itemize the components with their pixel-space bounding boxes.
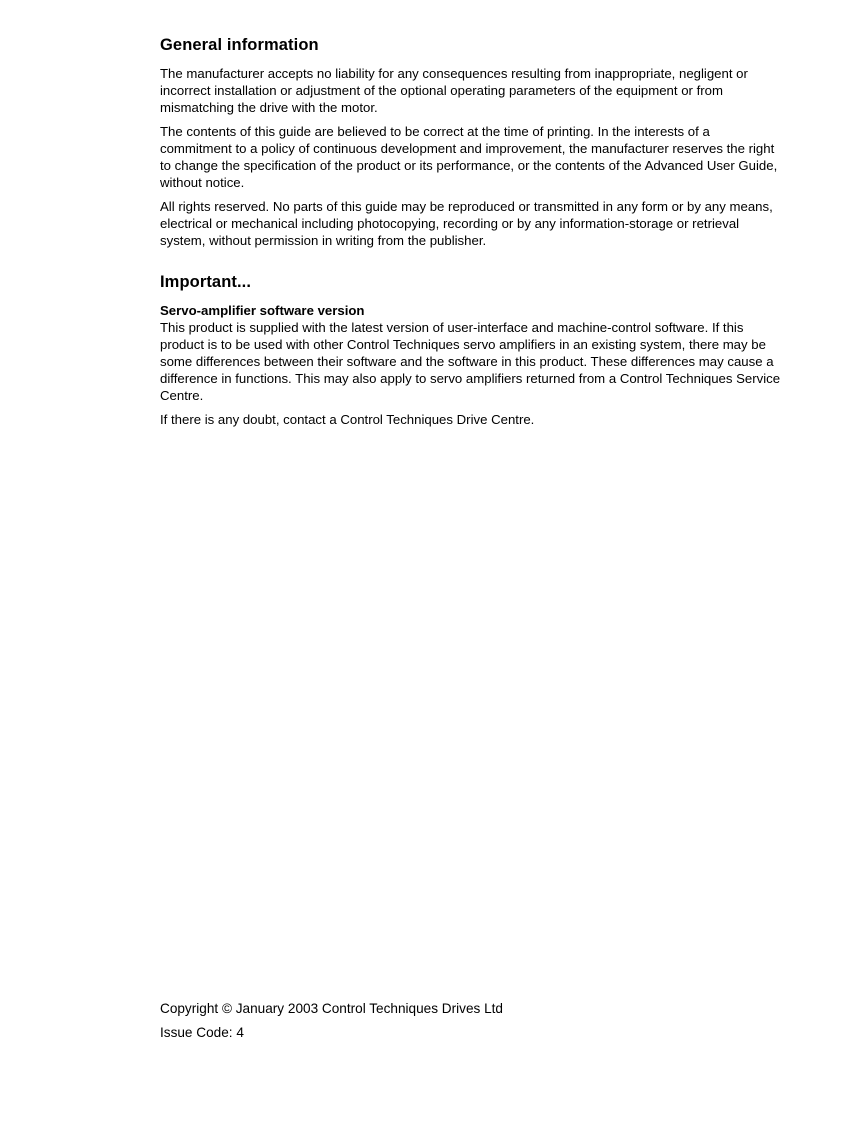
general-information-heading: General information	[160, 36, 319, 54]
software-version-paragraph: This product is supplied with the latest version of user-interface and machine-control software. If this product is to be used with other Control Techniques servo amplifiers in an existing system, there may be some differences between their software and the software in this product. These differences may cause a difference in functions. This may also apply to servo amplifiers returned from a Control Techniques Service Centre.	[160, 320, 781, 403]
contents-paragraph: The contents of this guide are believed to be correct at the time of printing. In the interests of a commitment to a policy of continuous development and improvement, the manufacturer reserves the right to change the specification of the product or its performance, or the contents of the Advanced User Guide, without notice.	[160, 124, 778, 190]
liability-paragraph: The manufacturer accepts no liability for any consequences resulting from inappropriate, negligent or incorrect installation or adjustment of the optional operating parameters of the equipment or from mismatching the drive with the motor.	[160, 66, 748, 115]
contact-paragraph: If there is any doubt, contact a Control Techniques Drive Centre.	[160, 412, 535, 427]
copyright-notice: Copyright © January 2003 Control Techniques Drives Ltd	[160, 1001, 503, 1016]
important-section	[160, 271, 784, 428]
important-heading: Important...	[160, 273, 252, 291]
general-information-section	[160, 34, 784, 249]
issue-code: Issue Code: 4	[160, 1025, 244, 1040]
rights-reserved-paragraph: All rights reserved. No parts of this guide may be reproduced or transmitted in any form or by any means, electrical or mechanical including photocopying, recording or by any information-storage or retrieval system, without permission in writing from the publisher.	[160, 199, 773, 248]
software-version-subheading: Servo-amplifier software version	[160, 303, 365, 318]
document-page	[160, 34, 784, 435]
document-footer	[160, 1000, 784, 1048]
